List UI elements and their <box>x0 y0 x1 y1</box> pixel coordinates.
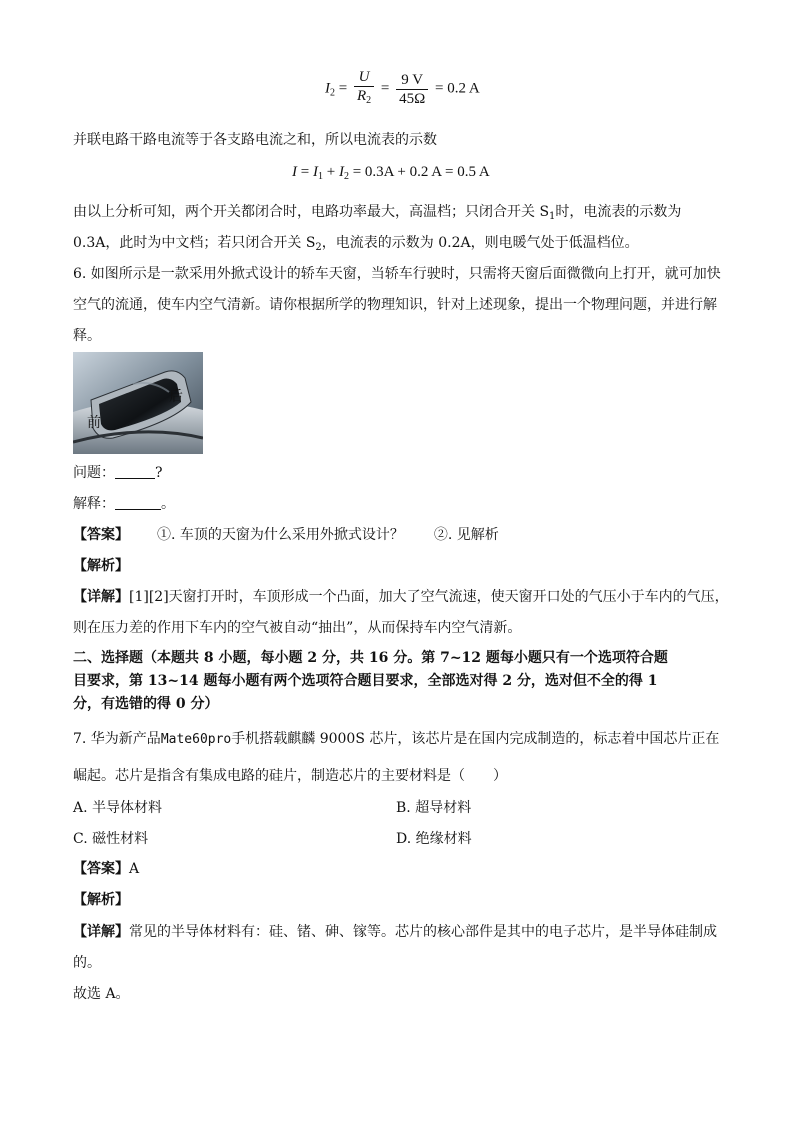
analysis-line-1 <box>73 202 734 227</box>
explain-end: 。 <box>161 496 175 512</box>
equals-sign: = <box>380 80 390 97</box>
denominator: 45Ω <box>399 90 426 107</box>
formula-subscript: 1 <box>317 171 323 182</box>
explain-label: 解释： <box>73 496 115 512</box>
q7-detail-line-2: 的。 <box>73 955 101 971</box>
formula-var: I <box>312 164 318 180</box>
option-a: A. 半导体材料 <box>73 800 163 816</box>
question-line <box>73 463 734 483</box>
q7-detail-line-1 <box>73 922 734 942</box>
option-c: C. 磁性材料 <box>73 831 149 847</box>
text-span: 手机搭载麒麟 9000S 芯片，该芯片是在国内完成制造的，标志着中国芯片正在 <box>231 731 720 747</box>
fraction-value <box>396 71 428 108</box>
equals-sign: = <box>338 80 348 97</box>
subscript: 2 <box>315 242 322 253</box>
q6-detail-line-1 <box>73 587 734 607</box>
q7-line-2: 崛起。芯片是指含有集成电路的硅片，制造芯片的主要材料是（ ） <box>73 768 507 784</box>
analysis-line-2 <box>73 233 734 258</box>
option-b: B. 超导材料 <box>396 800 472 816</box>
formula-var: I <box>325 80 330 97</box>
q6-line-2: 空气的流通，使车内空气清新。请你根据所学的物理知识，针对上述现象，提出一个物理问题，并进行解 <box>73 297 717 313</box>
equals-sign: = <box>300 164 313 180</box>
q7-answer <box>73 859 734 879</box>
question-label: 问题： <box>73 465 115 481</box>
answer-tag: 【答案】 <box>73 527 129 543</box>
answer-blank <box>115 509 161 510</box>
text-span: 7. 华为新产品 <box>73 731 161 747</box>
text-span: 0.3A，此时为中文档；若只闭合开关 S <box>73 235 316 251</box>
q6-analysis-tag: 【解析】 <box>73 558 129 574</box>
text-span: ，电流表的示数为 0.2A，则电暖气处于低温档位。 <box>321 235 639 251</box>
formula-subscript: 2 <box>366 95 372 106</box>
formula-var: I <box>292 164 297 180</box>
text-span: 由以上分析可知，两个开关都闭合时，电路功率最大，高温档；只闭合开关 S <box>73 204 550 220</box>
subscript: 1 <box>549 211 556 222</box>
answer-blank <box>115 478 155 479</box>
section2-line-1: 二、选择题（本题共 8 小题，每小题 2 分，共 16 分。第 7~12 题每小题只有一个选项符合题 <box>73 650 668 666</box>
formula-result: = 0.3A + 0.2 A = 0.5 A <box>352 164 490 180</box>
fraction-u-over-r <box>354 68 374 110</box>
q7-line-1 <box>73 729 734 750</box>
denominator-var: R <box>356 88 367 104</box>
plus-sign: + <box>326 164 339 180</box>
formula-var: I <box>338 164 344 180</box>
text-span: 时，电流表的示数为 <box>555 204 682 220</box>
label-front: 前 <box>87 415 101 431</box>
q7-analysis-tag: 【解析】 <box>73 892 129 908</box>
numerator: 9 V <box>396 71 428 90</box>
q7-conclusion: 故选 A。 <box>73 986 130 1002</box>
q6-line-1: 6. 如图所示是一款采用外掀式设计的轿车天窗，当轿车行驶时，只需将天窗后面微微向上打开，就可加快 <box>73 266 721 282</box>
section2-line-2: 目要求，第 13~14 题每小题有两个选项符合题目要求，全部选对得 2 分，选对但不全的得 1 <box>73 673 658 689</box>
formula-result: = 0.2 A <box>435 80 480 97</box>
text-span: 常见的半导体材料有：硅、锗、砷、镓等。芯片的核心部件是其中的电子芯片，是半导体硅制成 <box>129 924 717 940</box>
answer-value: A <box>129 861 140 877</box>
q6-answer <box>73 525 734 545</box>
section2-line-3: 分，有选错的得 0 分） <box>73 696 219 712</box>
q6-line-3: 释。 <box>73 328 101 344</box>
answer-item: ②. 见解析 <box>433 527 499 543</box>
answer-item: ①. 车顶的天窗为什么采用外掀式设计？ <box>157 527 404 543</box>
formula-subscript: 2 <box>330 87 335 99</box>
answer-tag: 【答案】 <box>73 861 129 877</box>
sunroof-illustration <box>73 352 203 454</box>
question-end: ? <box>155 465 163 481</box>
label-back: 后 <box>169 389 183 405</box>
product-name: Mate60pro <box>160 732 232 747</box>
q6-detail-line-2: 则在压力差的作用下车内的空气被自动“抽出”，从而保持车内空气清新。 <box>73 620 522 636</box>
explain-line <box>73 494 734 514</box>
option-d: D. 绝缘材料 <box>396 831 472 847</box>
text-line: 并联电路干路电流等于各支路电流之和，所以电流表的示数 <box>73 132 437 148</box>
sunroof-photo <box>73 352 203 454</box>
formula-total-current <box>292 164 490 182</box>
detail-tag: 【详解】 <box>73 589 129 605</box>
formula-subscript: 2 <box>343 171 349 182</box>
denominator <box>354 87 374 110</box>
text-span: [1][2]天窗打开时，车顶形成一个凸面，加大了空气流速，使天窗开口处的气压小于车内的气压， <box>129 589 729 605</box>
detail-tag: 【详解】 <box>73 924 129 940</box>
formula-i2 <box>325 68 480 110</box>
numerator: U <box>354 68 374 87</box>
